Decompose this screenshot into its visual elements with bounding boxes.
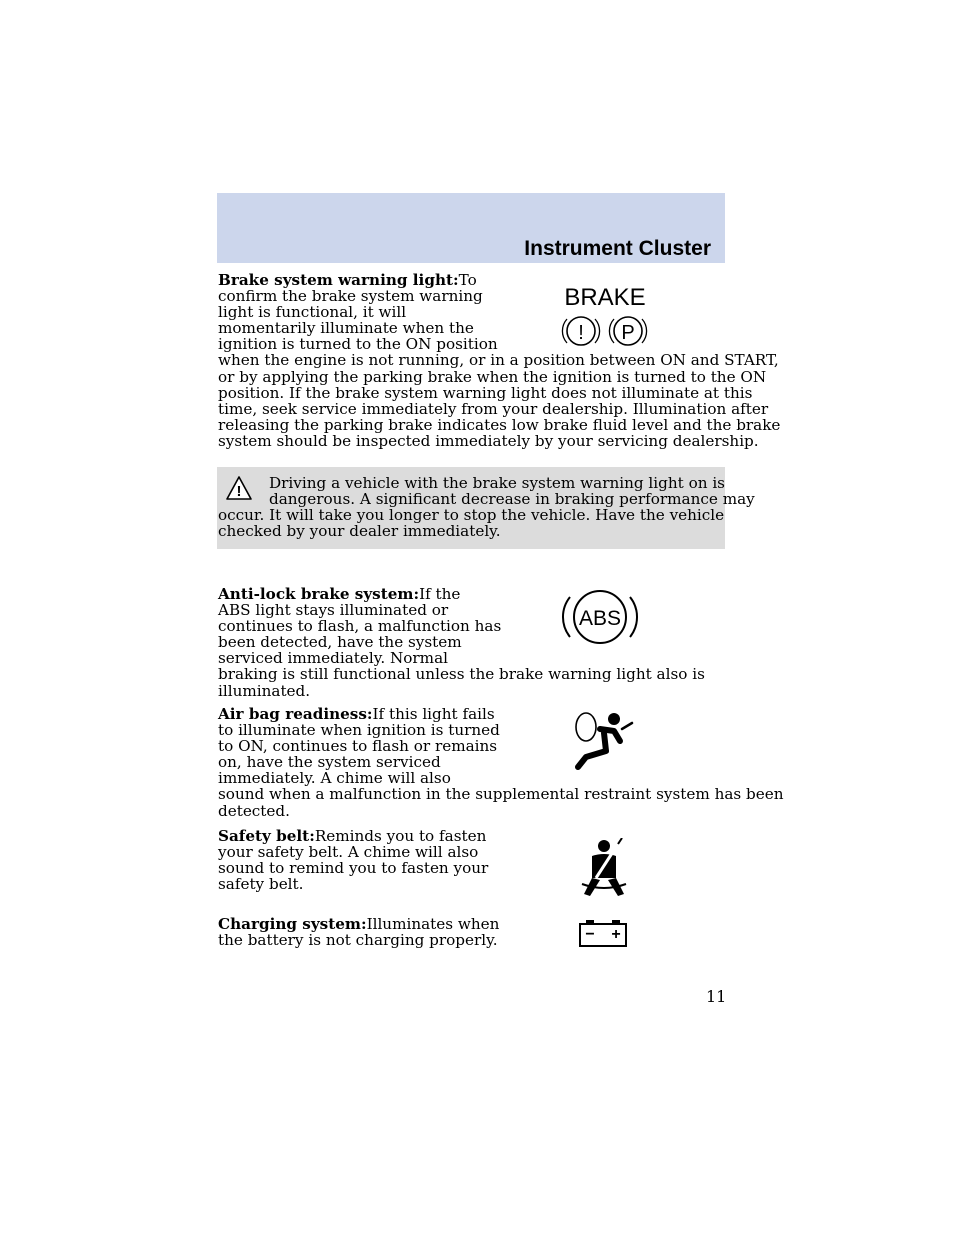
svg-text:+: + <box>611 926 621 943</box>
brake-warning-icon <box>555 283 655 353</box>
charging-paragraph: Charging system:Illuminates when the battery is not charging properly. <box>218 915 500 950</box>
airbag-heading: Air bag readiness: <box>218 705 373 723</box>
section-header-band <box>217 193 725 263</box>
svg-text:!: ! <box>236 483 242 500</box>
safety-belt-paragraph: Safety belt:Reminds you to fasten your safety belt. A chime will also sound to remind you to fasten your safety belt. <box>218 827 489 894</box>
section-title: Instrument Cluster <box>524 237 711 260</box>
page-number: 11 <box>706 987 727 1006</box>
airbag-paragraph: Air bag readiness:If this light fails to illuminate when ignition is turned to ON, continues to flash or remains on, have the system serviced immediately. A chime will also sound when a malfunction in the supplemental restraint system has been detected. <box>218 705 784 820</box>
brake-heading: Brake system warning light: <box>218 271 459 289</box>
airbag-icon <box>570 705 636 771</box>
battery-icon <box>578 918 630 948</box>
svg-text:−: − <box>585 926 595 943</box>
svg-text:!: ! <box>578 322 584 344</box>
safety-belt-heading: Safety belt: <box>218 827 315 845</box>
charging-heading: Charging system: <box>218 915 367 933</box>
seat-belt-icon <box>578 838 630 898</box>
svg-text:ABS: ABS <box>578 607 622 630</box>
brake-icon-label: BRAKE <box>564 284 646 311</box>
abs-icon <box>560 585 640 651</box>
svg-text:P: P <box>621 322 635 344</box>
abs-paragraph: Anti-lock brake system:If the ABS light stays illuminated or continues to flash, a malfunction has been detected, have the system serviced immediately. Normal braking is still functional unless the brake warning light also is illuminated. <box>218 585 705 700</box>
warning-box <box>217 467 755 549</box>
brake-paragraph: Brake system warning light:To confirm the brake system warning light is functional, it will momentarily illuminate when the ignition is turned to the ON position when the engine is not running, or in a position between ON and START, or by applying the parking brake when the ignition is turned to the ON position. If the brake system warning light does not illuminate at this time, seek service immediately from your dealership. Illumination after releasing the parking brake indicates low brake fluid level and the brake system should be inspected immediately by your servicing dealership. <box>218 271 781 450</box>
abs-heading: Anti-lock brake system: <box>218 585 420 603</box>
warning-text: Driving a vehicle with the brake system warning light on is dangerous. A significant decrease in braking performance may occur. It will take you longer to stop the vehicle. Have the vehicle checked by your dealer immediately. <box>218 474 755 541</box>
